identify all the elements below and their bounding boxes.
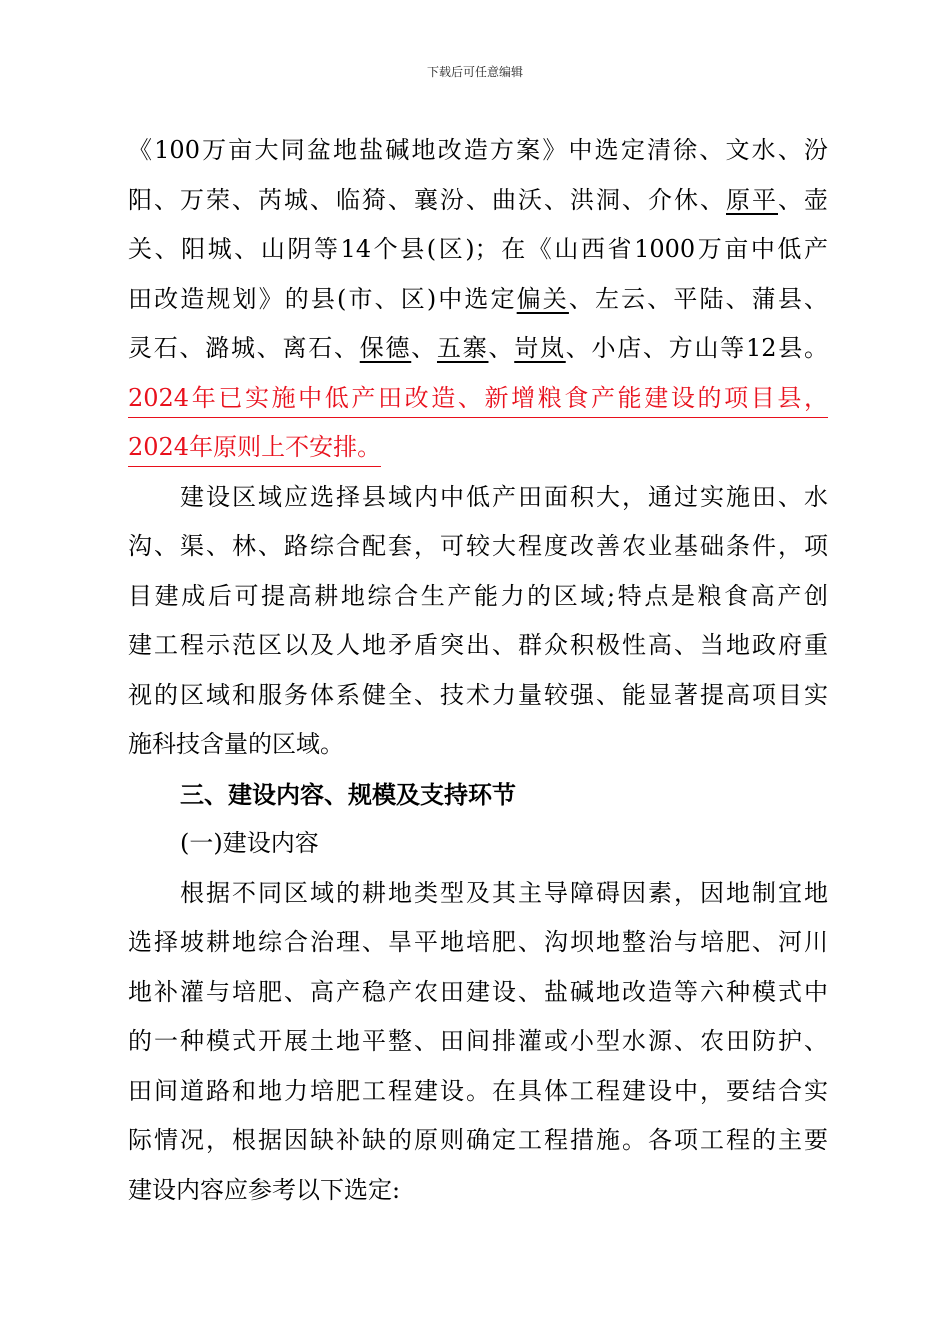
- text-line: 建工程示范区以及人地矛盾突出、群众积极性高、当地政府重: [128, 631, 828, 659]
- text-line: [128, 275, 828, 325]
- text-line: [128, 374, 828, 424]
- text-line: [128, 324, 828, 374]
- text-line: 《100万亩大同盆地盐碱地改造方案》中选定清徐、文水、汾: [128, 136, 828, 164]
- red-text-span: 2024年原则上不安排。: [128, 428, 381, 467]
- text-line: 根据不同区域的耕地类型及其主导障碍因素，因地制宜地: [180, 878, 828, 907]
- paragraph-county-selection: [128, 126, 828, 374]
- paragraph-construction-area: [128, 473, 828, 770]
- text-line: 目建成后可提高耕地综合生产能力的区域;特点是粮食高产创: [128, 581, 828, 610]
- underlined-county: 岢岚: [514, 334, 566, 362]
- red-revision-note: [128, 374, 828, 473]
- text-line: [128, 176, 828, 226]
- underlined-county: 偏关: [516, 284, 569, 313]
- document-body: [128, 126, 828, 1215]
- text-span: 、: [488, 334, 515, 362]
- page-header: 下载后可任意编辑: [426, 65, 523, 79]
- subsection-heading: (一)建设内容: [180, 829, 319, 857]
- text-line: 际情况，根据因缺补缺的原则确定工程措施。各项工程的主要: [128, 1126, 828, 1154]
- text-line: 视的区域和服务体系健全、技术力量较强、能显著提高项目实: [128, 680, 828, 709]
- text-span: 田改造规划》的县(市、区)中选定: [128, 284, 517, 313]
- text-line: [128, 423, 828, 473]
- text-span: 、小店、方山等12县。: [565, 334, 828, 362]
- text-span: 、: [411, 334, 437, 362]
- text-line: 沟、渠、林、路综合配套，可较大程度改善农业基础条件，项: [128, 532, 828, 560]
- section-heading: 三、建设内容、规模及支持环节: [180, 779, 516, 809]
- text-span: 、壶: [778, 185, 828, 214]
- red-text-span: 2024年已实施中低产田改造、新增粮食产能建设的项目县，: [128, 379, 828, 418]
- text-span: 灵石、潞城、离石、: [128, 334, 360, 362]
- text-span: 阳、万荣、芮城、临猗、襄汾、曲沃、洪洞、介休、: [128, 185, 726, 214]
- text-line: 建设内容应参考以下选定:: [128, 1175, 401, 1204]
- text-line: 田间道路和地力培肥工程建设。在具体工程建设中，要结合实: [128, 1076, 828, 1105]
- text-line: 地补灌与培肥、高产稳产农田建设、盐碱地改造等六种模式中: [128, 977, 828, 1006]
- text-span: 、左云、平陆、蒲县、: [568, 284, 828, 313]
- paragraph-construction-content: [128, 869, 828, 1216]
- text-line: 关、阳城、山阴等14个县(区)；在《山西省1000万亩中低产: [128, 235, 828, 263]
- text-line: 选择坡耕地综合治理、旱平地培肥、沟坝地整治与培肥、河川: [128, 928, 828, 956]
- underlined-county: 五寨: [436, 334, 489, 362]
- text-line: 的一种模式开展土地平整、田间排灌或小型水源、农田防护、: [128, 1027, 828, 1055]
- underlined-county: 保德: [359, 334, 412, 362]
- underlined-county: 原平: [726, 185, 778, 214]
- text-line: 建设区域应选择县域内中低产田面积大，通过实施田、水: [180, 482, 828, 511]
- text-line: 施科技含量的区域。: [128, 730, 344, 758]
